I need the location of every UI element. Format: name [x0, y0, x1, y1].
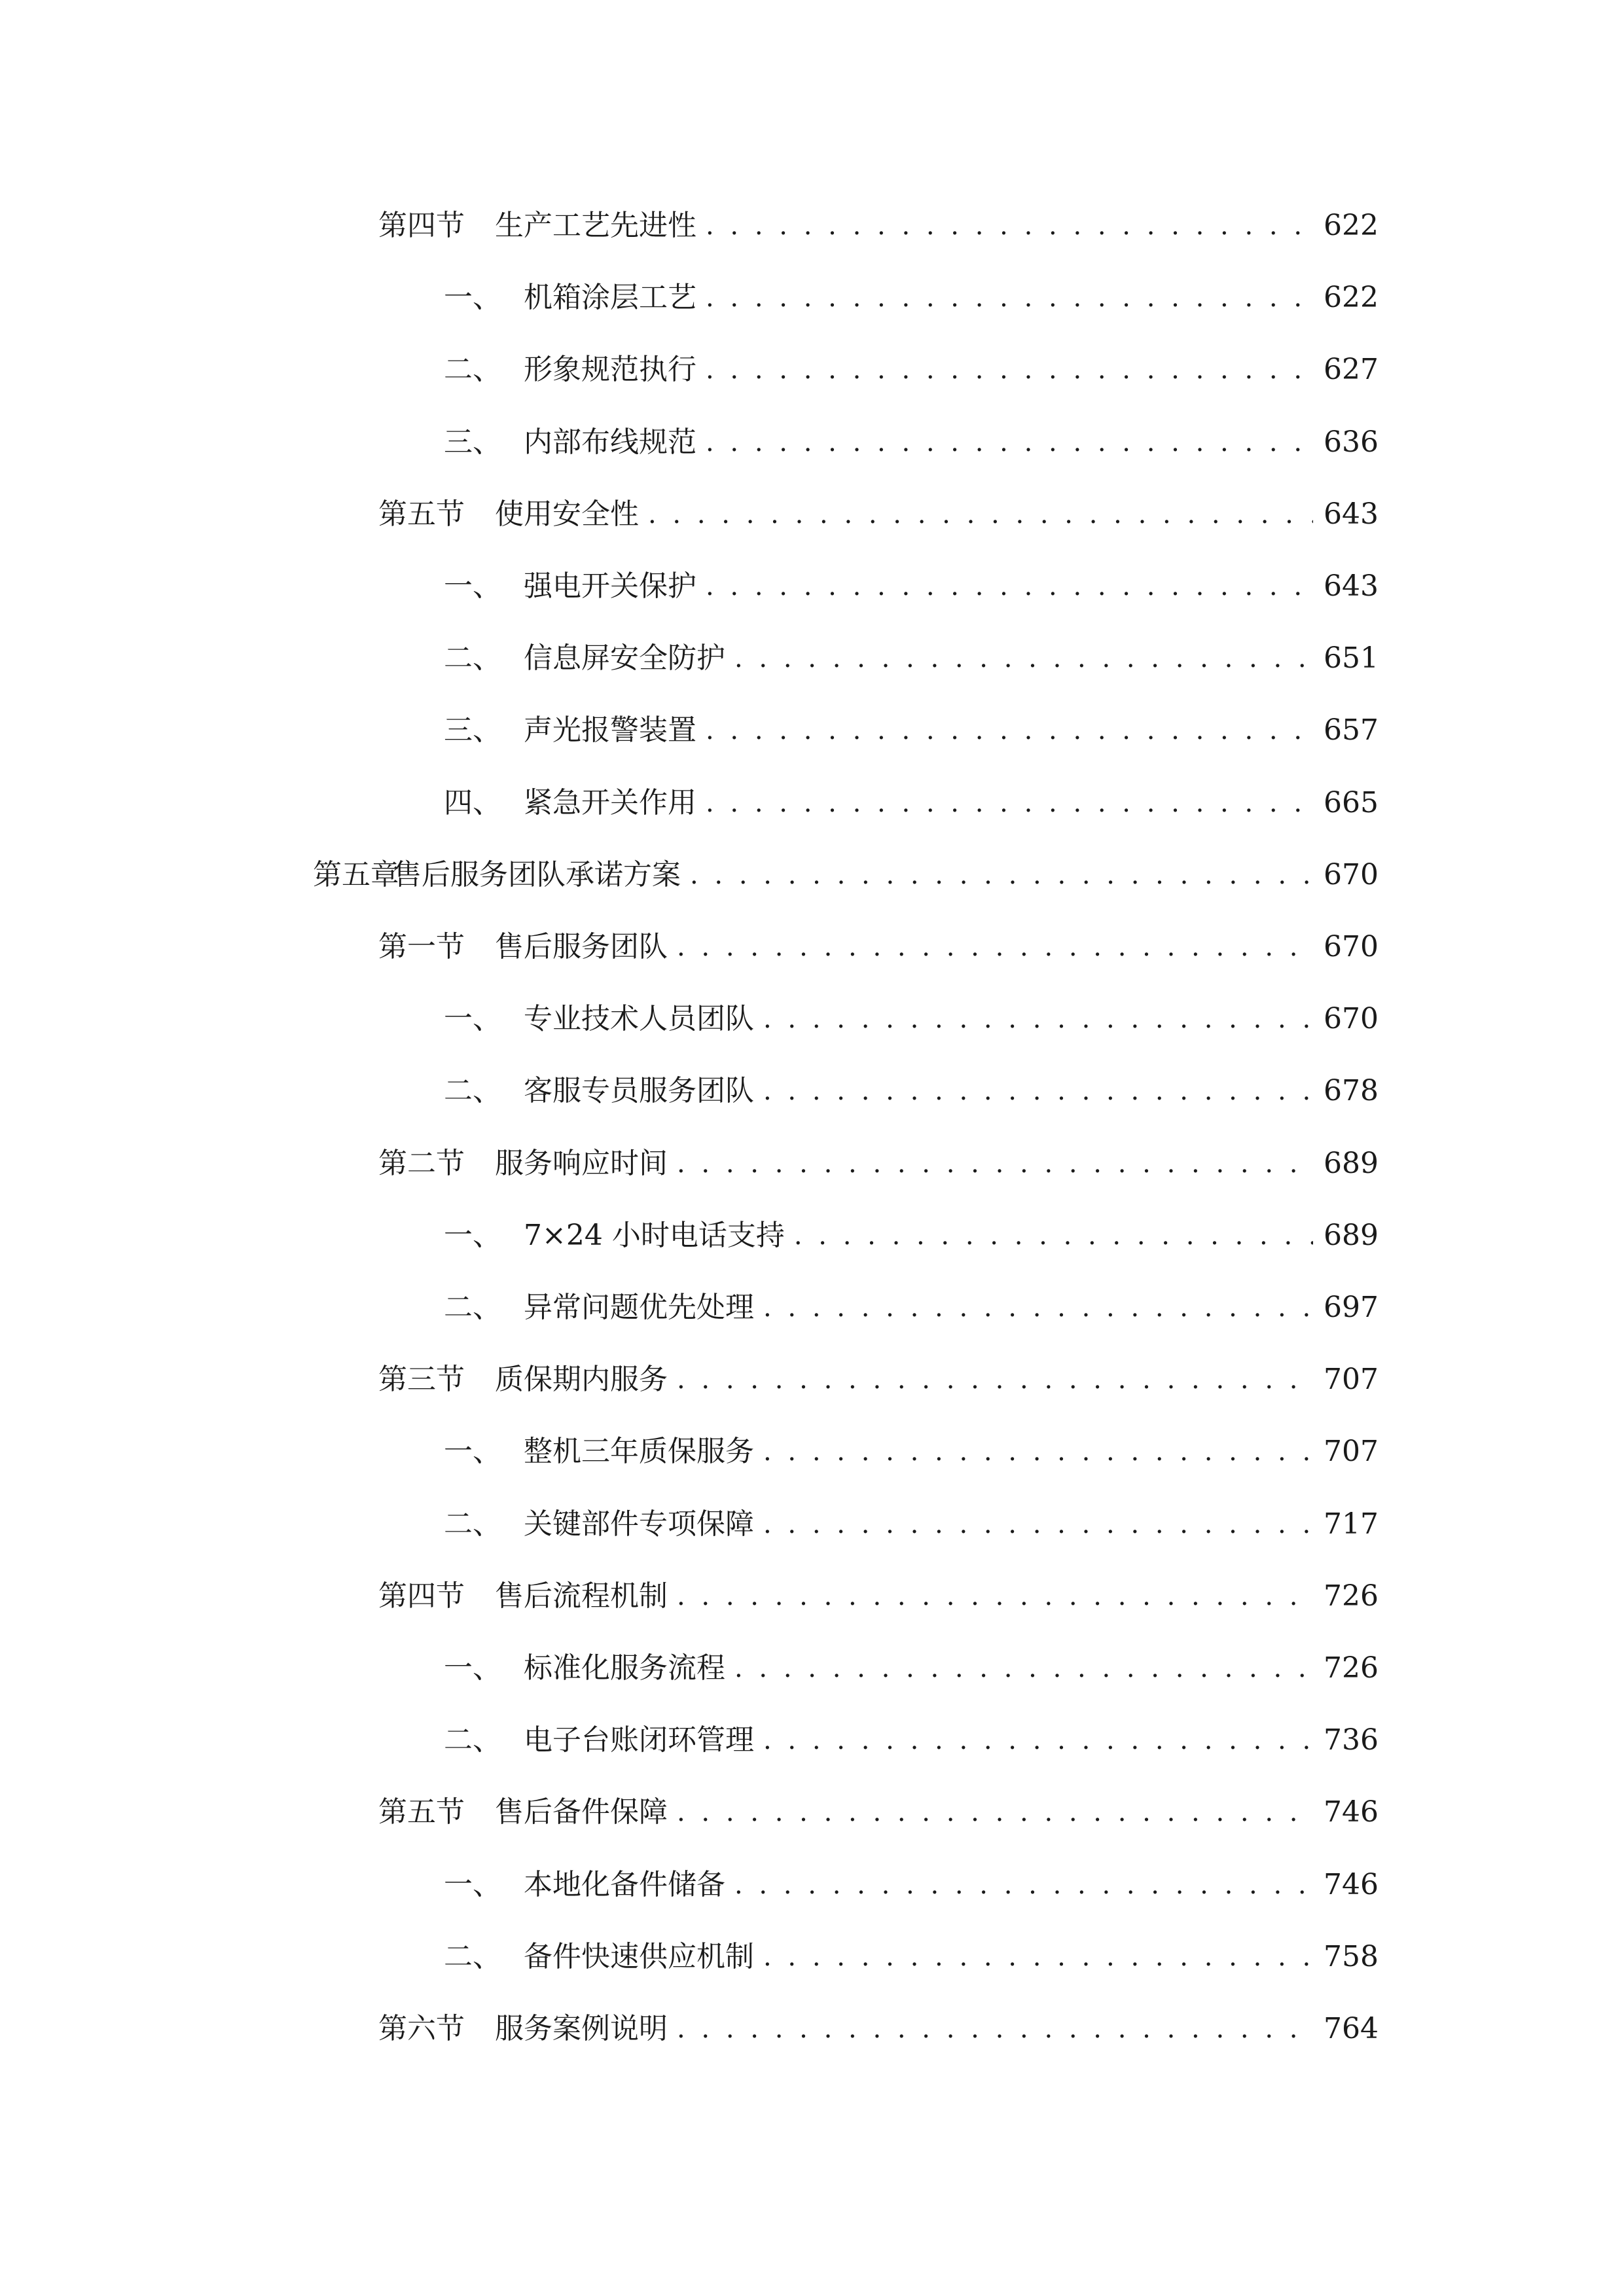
toc-entry-title: 关键部件专项保障	[524, 1507, 754, 1541]
toc-entry[interactable]	[444, 993, 1379, 1045]
toc-entry-title: 售后服务团队承诺方案	[393, 857, 681, 891]
toc-entry[interactable]	[444, 416, 1379, 469]
toc-entry[interactable]	[444, 1210, 1379, 1262]
toc-dot-leader	[648, 488, 1313, 541]
toc-entry[interactable]	[378, 2003, 1379, 2055]
toc-dot-leader	[763, 1498, 1313, 1551]
toc-entry-title: 强电开关保护	[524, 569, 696, 603]
toc-entry-page-number: 670	[1324, 930, 1379, 963]
toc-entry-number: 一、	[444, 569, 501, 603]
toc-dot-leader	[677, 1138, 1313, 1190]
toc-dot-leader	[763, 1714, 1313, 1767]
toc-dot-leader	[763, 1426, 1313, 1478]
toc-entry-number: 三、	[444, 425, 501, 459]
toc-dot-leader	[734, 1642, 1313, 1695]
toc-entry[interactable]	[444, 704, 1379, 757]
toc-entry-title: 本地化备件储备	[524, 1867, 725, 1901]
toc-dot-leader	[706, 416, 1313, 469]
toc-entry[interactable]	[444, 1931, 1379, 1983]
toc-entry-page-number: 678	[1324, 1074, 1379, 1108]
toc-entry-number: 第四节	[378, 209, 465, 242]
toc-entry-title: 内部布线规范	[524, 425, 696, 459]
toc-entry[interactable]	[444, 560, 1379, 613]
toc-entry-title: 标准化服务流程	[524, 1651, 725, 1685]
toc-entry-title: 售后流程机制	[495, 1579, 668, 1613]
toc-entry-page-number: 726	[1324, 1651, 1379, 1685]
toc-entry-title: 服务响应时间	[495, 1146, 668, 1180]
toc-dot-leader	[794, 1210, 1313, 1262]
toc-entry-title: 售后服务团队	[495, 930, 668, 963]
toc-entry[interactable]	[378, 488, 1379, 541]
toc-entry-number: 第五节	[378, 1795, 465, 1829]
toc-entry-title: 紧急开关作用	[524, 785, 696, 819]
toc-entry-page-number: 736	[1324, 1723, 1379, 1757]
toc-entry-page-number: 758	[1324, 1939, 1379, 1973]
toc-entry-page-number: 670	[1324, 1002, 1379, 1036]
toc-entry[interactable]	[313, 849, 1379, 901]
toc-entry-title: 形象规范执行	[524, 353, 696, 387]
toc-dot-leader	[677, 921, 1313, 973]
toc-entry[interactable]	[444, 1426, 1379, 1478]
toc-dot-leader	[706, 560, 1313, 613]
toc-entry[interactable]	[444, 1859, 1379, 1911]
toc-dot-leader	[763, 993, 1313, 1045]
toc-entry-page-number: 622	[1324, 209, 1379, 242]
toc-entry-number: 二、	[444, 1939, 501, 1973]
toc-entry-number: 第二节	[378, 1146, 465, 1180]
toc-entry-page-number: 670	[1324, 857, 1379, 891]
toc-dot-leader	[763, 1931, 1313, 1983]
toc-entry-title: 生产工艺先进性	[495, 209, 696, 242]
toc-entry[interactable]	[378, 1138, 1379, 1190]
toc-dot-leader	[734, 632, 1313, 685]
toc-entry-page-number: 651	[1324, 641, 1379, 675]
toc-entry-number: 二、	[444, 641, 501, 675]
toc-entry-number: 一、	[444, 1218, 501, 1252]
toc-entry[interactable]	[444, 1498, 1379, 1551]
toc-dot-leader	[677, 1354, 1313, 1406]
toc-entry-page-number: 764	[1324, 2012, 1379, 2045]
toc-entry-title: 客服专员服务团队	[524, 1074, 754, 1108]
toc-entry[interactable]	[444, 777, 1379, 829]
toc-entry-page-number: 643	[1324, 569, 1379, 603]
toc-entry-number: 二、	[444, 1074, 501, 1108]
toc-dot-leader	[763, 1065, 1313, 1117]
toc-dot-leader	[706, 272, 1313, 324]
toc-dot-leader	[706, 200, 1313, 252]
toc-entry[interactable]	[444, 632, 1379, 685]
toc-entry-page-number: 657	[1324, 713, 1379, 747]
toc-entry-page-number: 643	[1324, 497, 1379, 531]
toc-dot-leader	[690, 849, 1313, 901]
toc-entry[interactable]	[444, 1714, 1379, 1767]
toc-entry-page-number: 622	[1324, 281, 1379, 315]
toc-entry-number: 一、	[444, 1651, 501, 1685]
toc-entry-title: 7×24 小时电话支持	[524, 1218, 785, 1252]
toc-entry-number: 第四节	[378, 1579, 465, 1613]
toc-entry-number: 一、	[444, 281, 501, 315]
toc-entry-number: 第五节	[378, 497, 465, 531]
toc-entry-page-number: 746	[1324, 1867, 1379, 1901]
toc-entry-number: 二、	[444, 1291, 501, 1324]
toc-entry-page-number: 665	[1324, 785, 1379, 819]
toc-entry-page-number: 636	[1324, 425, 1379, 459]
toc-entry-number: 第六节	[378, 2012, 465, 2045]
toc-entry-number: 二、	[444, 1723, 501, 1757]
toc-dot-leader	[706, 704, 1313, 757]
toc-entry-page-number: 726	[1324, 1579, 1379, 1613]
toc-entry-page-number: 689	[1324, 1146, 1379, 1180]
toc-entry-page-number: 707	[1324, 1435, 1379, 1469]
toc-entry-page-number: 717	[1324, 1507, 1379, 1541]
toc-entry-number: 第五章	[313, 857, 399, 891]
toc-entry-title: 机箱涂层工艺	[524, 281, 696, 315]
toc-entry-page-number: 627	[1324, 353, 1379, 387]
toc-entry[interactable]	[378, 1354, 1379, 1406]
toc-dot-leader	[677, 2003, 1313, 2055]
toc-entry-number: 第三节	[378, 1363, 465, 1397]
toc-entry-page-number: 689	[1324, 1218, 1379, 1252]
toc-entry-title: 服务案例说明	[495, 2012, 668, 2045]
toc-dot-leader	[677, 1786, 1313, 1839]
toc-entry-number: 一、	[444, 1435, 501, 1469]
toc-entry-title: 声光报警装置	[524, 713, 696, 747]
toc-dot-leader	[763, 1282, 1313, 1334]
toc-entry[interactable]	[378, 1786, 1379, 1839]
toc-entry-title: 质保期内服务	[495, 1363, 668, 1397]
toc-entry-title: 电子台账闭环管理	[524, 1723, 754, 1757]
toc-entry[interactable]	[444, 1642, 1379, 1695]
toc-entry-title: 专业技术人员团队	[524, 1002, 754, 1036]
toc-entry-page-number: 707	[1324, 1363, 1379, 1397]
toc-entry-number: 四、	[444, 785, 501, 819]
toc-entry[interactable]	[378, 200, 1379, 252]
toc-dot-leader	[677, 1570, 1313, 1623]
toc-entry-number: 二、	[444, 1507, 501, 1541]
toc-entry-number: 三、	[444, 713, 501, 747]
toc-entry-title: 信息屏安全防护	[524, 641, 725, 675]
toc-entry[interactable]	[444, 1282, 1379, 1334]
toc-entry-title: 整机三年质保服务	[524, 1435, 754, 1469]
toc-entry-number: 一、	[444, 1867, 501, 1901]
toc-entry-number: 一、	[444, 1002, 501, 1036]
toc-entry-number: 二、	[444, 353, 501, 387]
toc-dot-leader	[706, 344, 1313, 396]
toc-entry[interactable]	[444, 272, 1379, 324]
toc-entry-title: 备件快速供应机制	[524, 1939, 754, 1973]
toc-entry[interactable]	[444, 1065, 1379, 1117]
toc-entry[interactable]	[444, 344, 1379, 396]
toc-entry-page-number: 746	[1324, 1795, 1379, 1829]
toc-entry[interactable]	[378, 1570, 1379, 1623]
toc-entry-page-number: 697	[1324, 1291, 1379, 1324]
toc-entry-title: 异常问题优先处理	[524, 1291, 754, 1324]
toc-entry[interactable]	[378, 921, 1379, 973]
toc-entry-title: 使用安全性	[495, 497, 639, 531]
toc-entry-number: 第一节	[378, 930, 465, 963]
toc-dot-leader	[734, 1859, 1313, 1911]
toc-dot-leader	[706, 777, 1313, 829]
toc-entry-title: 售后备件保障	[495, 1795, 668, 1829]
